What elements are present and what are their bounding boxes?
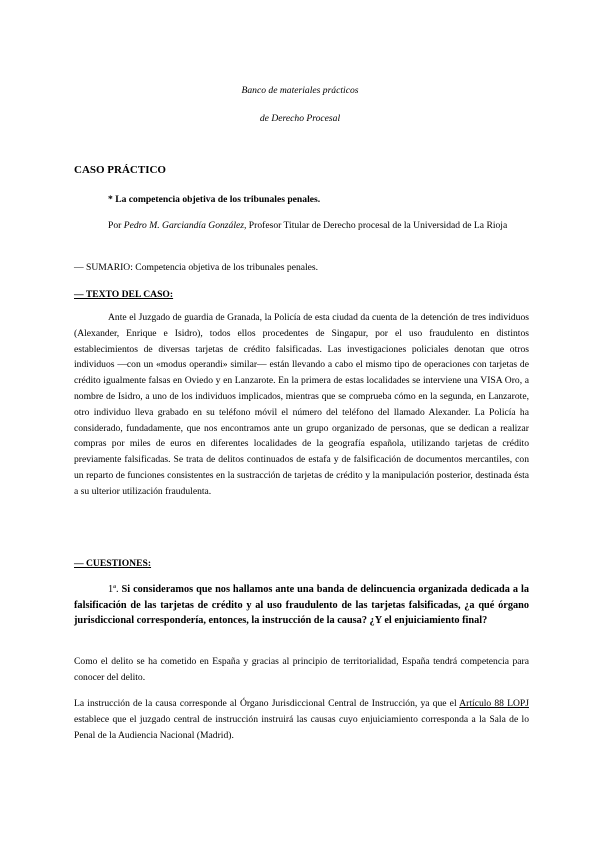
texto-body: Ante el Juzgado de guardia de Granada, la Policía de esta ciudad da cuenta de la detención de tres individuos (Alexander, Enrique e Isidro), todos ellos procedentes de Singapur, por el uso fraudulento en distintos establecimientos de diversas tarjetas de crédito falsificadas. Las investigaciones policiales denotan que otros individuos —con un «modus operandi» similar— están llevando a cabo el mismo tipo de operaciones con tarjetas de crédito igualmente falsas en Oviedo y en Lanzarote. En la primera de estas localidades se interviene una VISA Oro, a nombre de Isidro, a uno de los individuos implicados, mientras que se comprueba cómo en la segunda, en Lanzarote, otro individuo lleva grabado en su teléfono móvil el número del teléfono del llamado Alexander. La Policía ha considerado, fundadamente, que nos encontramos ante un grupo organizado de personas, que se dedican a realizar compras por miles de euros en diferentes localidades de la geografía española, utilizando tarjetas de crédito previamente falsificadas. Se trata de delitos continuados de estafa y de falsificación de documentos mercantiles, con un reparto de funciones consistentes en la sustracción de tarjetas de crédito y la manipulación posterior, destinada ésta a su ulterior utilización fraudulenta. <box>74 312 529 497</box>
author-prefix: Por <box>108 220 124 231</box>
answer-2-before: La instrucción de la causa corresponde al Órgano Jurisdiccional Central de Instrucción, ya que el <box>74 698 460 709</box>
answer-paragraph-1: Como el delito se ha cometido en España y gracias al principio de territorialidad, España tendrá competencia para conocer del delito. <box>74 656 529 683</box>
header-line-2: de Derecho Procesal <box>259 113 341 124</box>
article-link[interactable]: Artículo 88 LOPJ <box>459 698 529 709</box>
question-number: 1ª. <box>108 584 119 595</box>
author-name: Pedro M. Garciandía González, <box>123 220 247 231</box>
question-text: Si consideramos que nos hallamos ante una banda de delincuencia organizada dedicada a la falsificación de las tarjetas de crédito y al uso fraudulento de las tarjetas falsificadas, ¿a qué órgano jurisdiccional correspondería, entonces, la instrucción de la causa? ¿Y el enjuiciamiento final? <box>74 584 529 627</box>
texto-heading: — TEXTO DEL CASO: <box>74 289 174 300</box>
author-affiliation: Profesor Titular de Derecho procesal de la Universidad de La Rioja <box>246 220 508 231</box>
author-line <box>108 218 528 233</box>
header-line-1: Banco de materiales prácticos <box>241 85 359 96</box>
answer-paragraph-2 <box>74 696 529 743</box>
case-title: * La competencia objetiva de los tribunales penales. <box>108 194 321 205</box>
case-heading: CASO PRÁCTICO <box>74 164 166 176</box>
summary: — SUMARIO: Competencia objetiva de los tribunales penales. <box>74 262 319 273</box>
cuestiones-heading: — CUESTIONES: <box>74 558 152 569</box>
question-1 <box>74 582 529 629</box>
answer-2-after: establece que el juzgado central de instrucción instruirá las causas cuyo enjuiciamiento corresponda a la Sala de lo Penal de la Audiencia Nacional (Madrid). <box>74 713 529 741</box>
